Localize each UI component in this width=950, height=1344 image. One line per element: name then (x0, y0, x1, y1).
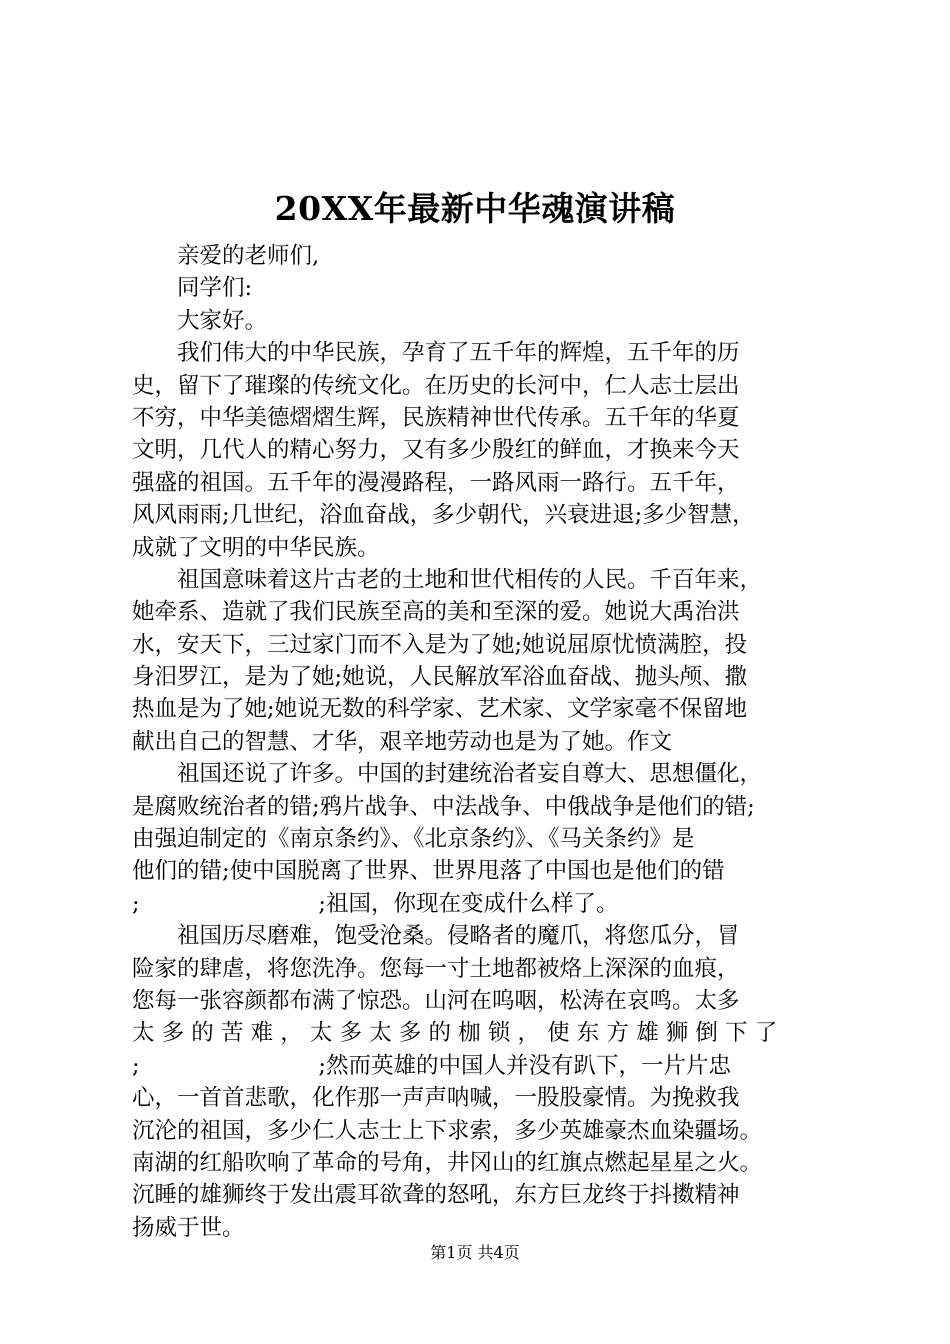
text-line: 扬威于世。 (132, 1214, 245, 1241)
text-line: 险家的肆虐，将您洗净。您每一寸土地都被烙上深深的血痕， (132, 955, 740, 982)
text-line: 身汨罗江，是为了她;她说，人民解放军浴血奋战、抛头颅、撒 (132, 664, 748, 691)
text-line: 强盛的祖国。五千年的漫漫路程，一路风雨一路行。五千年， (132, 469, 740, 496)
text-line: 沉睡的雄狮终于发出震耳欲聋的怒吼，东方巨龙终于抖擞精神 (132, 1182, 740, 1209)
text-line: 他们的错;使中国脱离了世界、世界甩落了中国也是他们的错 (132, 858, 725, 885)
text-line: 沉沦的祖国，多少仁人志士上下求索，多少英雄豪杰血染疆场。 (132, 1117, 763, 1144)
text-line: 同学们: (177, 275, 253, 302)
text-line: 水，安天下，三过家门而不入是为了她;她说屈原忧愤满腔，投 (132, 631, 748, 658)
text-line: 风风雨雨;几世纪，浴血奋战，多少朝代，兴衰进退;多少智慧， (132, 502, 755, 529)
text-line: 太 多 的 苦 难 ， 太 多 太 多 的 枷 锁 ， 使 东 方 雄 狮 倒 下 了 (132, 1020, 778, 1047)
text-line: 祖国历尽磨难，饱受沧桑。侵略者的魔爪，将您瓜分，冒 (177, 923, 740, 950)
text-line: 热血是为了她;她说无数的科学家、艺术家、文学家毫不保留地 (132, 696, 748, 723)
text-line: 我们伟大的中华民族，孕育了五千年的辉煌，五千年的历 (177, 340, 740, 367)
text-line: ; ;祖国，你现在变成什么样了。 (132, 890, 619, 917)
text-line: 她牵系、造就了我们民族至高的美和至深的爱。她说大禹治洪 (132, 599, 740, 626)
document-title: 20XX年最新中华魂演讲稿 (274, 189, 676, 228)
text-line: 亲爱的老师们, (177, 243, 320, 269)
document-body (132, 240, 832, 1244)
text-line: 由强迫制定的《南京条约》、《北京条约》、《马关条约》是 (132, 826, 695, 853)
text-line: 祖国意味着这片古老的土地和世代相传的人民。千百年来， (177, 566, 763, 593)
text-line: 南湖的红船吹响了革命的号角，井冈山的红旗点燃起星星之火。 (132, 1149, 763, 1176)
text-line: 大家好。 (177, 307, 268, 334)
text-line: 是腐败统治者的错;鸦片战争、中法战争、中俄战争是他们的错; (132, 793, 755, 820)
text-line: 献出自己的智慧、才华，艰辛地劳动也是为了她。作文 (132, 728, 673, 755)
text-line: 心，一首首悲歌，化作那一声声呐喊，一股股豪情。为挽救我 (132, 1085, 740, 1112)
text-line: 文明，几代人的精心努力，又有多少殷红的鲜血，才换来今天 (132, 437, 740, 464)
text-line: 您每一张容颜都布满了惊恐。山河在呜咽，松涛在哀鸣。太多 (132, 987, 740, 1014)
text-line: 史，留下了璀璨的传统文化。在历史的长河中，仁人志士层出 (132, 372, 740, 399)
text-line: 祖国还说了许多。中国的封建统治者妄自尊大、思想僵化， (177, 761, 763, 788)
text-line: 成就了文明的中华民族。 (132, 534, 380, 561)
page-number-footer: 第1页 共4页 (430, 1243, 520, 1262)
text-line: ; ;然而英雄的中国人并没有趴下，一片片忠 (132, 1052, 731, 1079)
text-line: 不穷，中华美德熠熠生辉，民族精神世代传承。五千年的华夏 (132, 404, 740, 431)
